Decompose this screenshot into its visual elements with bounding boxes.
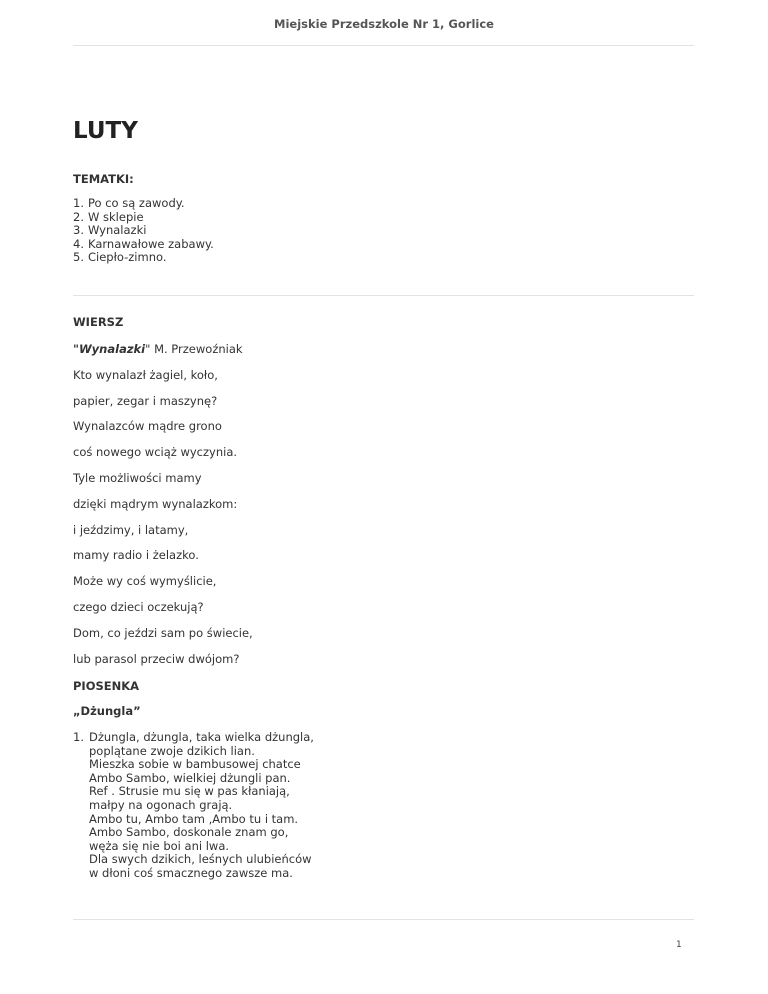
song-verse xyxy=(73,731,314,881)
poem-line: coś nowego wciąż wyczynia. xyxy=(73,445,238,459)
poem-line: Dom, co jeździ sam po świecie, xyxy=(73,626,253,640)
list-item: 1. Po co są zawody. xyxy=(73,196,185,210)
list-item: 2. W sklepie xyxy=(73,209,144,224)
poem-close-quote: " xyxy=(145,342,151,356)
poem-open-quote: " xyxy=(73,342,79,356)
poem-line: dzięki mądrym wynalazkom: xyxy=(73,497,238,511)
song-label: PIOSENKA xyxy=(73,679,140,693)
song-line: Ambo Sambo, wielkiej dżungli pan. xyxy=(89,770,291,785)
list-item: 3. Wynalazki xyxy=(73,223,147,237)
song-line: małpy na ogonach grają. xyxy=(89,797,233,812)
list-item: 4. Karnawałowe zabawy. xyxy=(73,236,214,251)
verse-number: 1. xyxy=(73,730,84,744)
poem-line: czego dzieci oczekują? xyxy=(73,600,204,614)
list-item: 5. Ciepło-zimno. xyxy=(73,250,167,264)
poem-title: Wynalazki xyxy=(79,342,146,356)
poem-line: Tyle możliwości mamy xyxy=(73,471,202,485)
song-line: w dłoni coś smacznego zawsze ma. xyxy=(89,865,293,880)
song-line: Ambo tu, Ambo tam ,Ambo tu i tam. xyxy=(89,811,299,826)
song-line: poplątane zwoje dzikich lian. xyxy=(89,743,255,758)
page-header: Miejskie Przedszkole Nr 1, Gorlice xyxy=(274,17,494,31)
footer-divider xyxy=(73,919,694,920)
poem-line: lub parasol przeciw dwójom? xyxy=(73,652,240,666)
header-divider xyxy=(73,45,694,46)
page-number: 1 xyxy=(676,940,682,950)
section-divider xyxy=(73,295,694,296)
song-line: Mieszka sobie w bambusowej chatce xyxy=(89,757,301,772)
song-line: Ref . Strusie mu się w pas kłaniają, xyxy=(89,784,290,799)
poem-line: Może wy coś wymyślicie, xyxy=(73,574,217,588)
song-line: Dla swych dzikich, leśnych ulubieńców xyxy=(89,852,312,867)
poem-author: M. Przewoźniak xyxy=(150,342,243,356)
poem-line: i jeździmy, i latamy, xyxy=(73,523,189,537)
page-title: LUTY xyxy=(73,118,138,144)
song-line: węża się nie boi ani lwa. xyxy=(89,838,230,853)
topics-label: TEMATKI: xyxy=(73,172,134,186)
poem-title-line xyxy=(73,342,243,356)
poem-line: Wynalazców mądre grono xyxy=(73,419,222,433)
topics-list xyxy=(73,197,214,265)
song-title: „Dżungla” xyxy=(73,704,141,718)
verse-lines xyxy=(89,731,314,881)
song-line: Ambo Sambo, doskonale znam go, xyxy=(89,825,289,840)
poem-label: WIERSZ xyxy=(73,315,124,329)
poem-line: mamy radio i żelazko. xyxy=(73,548,199,562)
song-line: Dżungla, dżungla, taka wielka dżungla, xyxy=(89,730,314,744)
poem-line: Kto wynalazł żagiel, koło, xyxy=(73,368,218,382)
poem-line: papier, zegar i maszynę? xyxy=(73,394,218,408)
